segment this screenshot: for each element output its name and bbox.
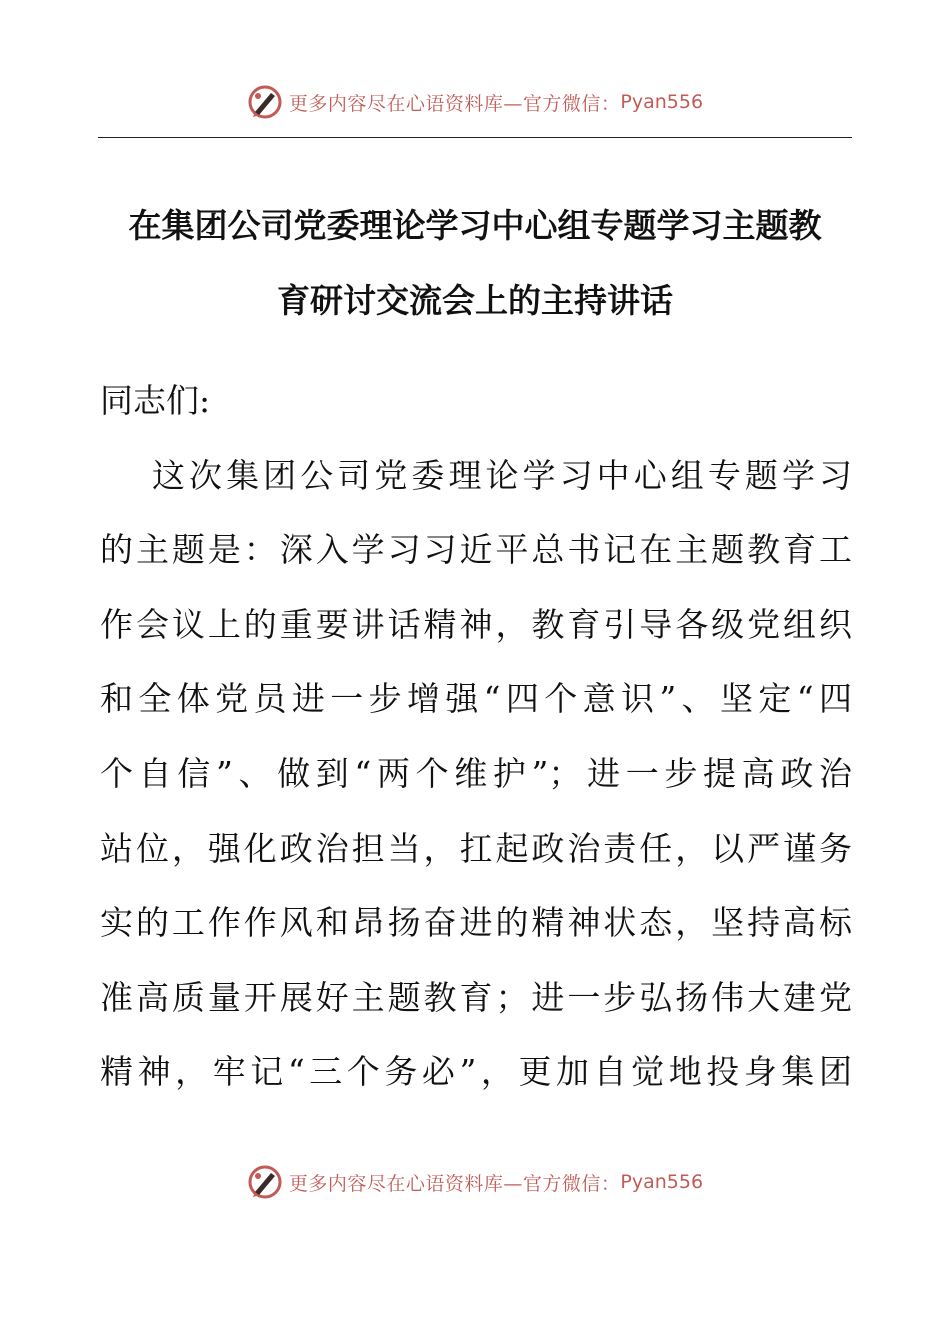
header-divider — [98, 137, 852, 138]
body-line: 作会议上的重要讲话精神，教育引导各级党组织 — [100, 604, 852, 644]
body-line: 这次集团公司党委理论学习中心组专题学习 — [152, 455, 852, 495]
banner-wechat-id: Pyan556 — [620, 1171, 704, 1193]
pen-circle-logo-icon — [247, 84, 283, 120]
body-line: 准高质量开展好主题教育；进一步弘扬伟大建党 — [100, 977, 852, 1017]
document-body — [100, 364, 852, 1110]
body-line: 实的工作作风和昂扬奋进的精神状态，坚持高标 — [100, 903, 852, 943]
body-line: 个自信”、做到“两个维护”；进一步提高政治 — [100, 753, 852, 793]
body-line: 站位，强化政治担当，扛起政治责任，以严谨务 — [100, 828, 852, 868]
body-line: 和全体党员进一步增强“四个意识”、坚定“四 — [100, 679, 852, 719]
salutation: 同志们: — [100, 381, 211, 420]
body-line: 的主题是：深入学习习近平总书记在主题教育工 — [100, 530, 852, 570]
banner-ad-text: 更多内容尽在心语资料库—官方微信： — [288, 1172, 621, 1195]
body-line: 精神，牢记“三个务必”，更加自觉地投身集团 — [100, 1052, 852, 1092]
banner-ad-text: 更多内容尽在心语资料库—官方微信： — [288, 92, 621, 115]
title-line-1: 在集团公司党委理论学习中心组专题学习主题教 — [128, 206, 822, 245]
footer-banner — [0, 1160, 950, 1204]
title-line-2: 育研讨交流会上的主持讲话 — [277, 281, 673, 320]
header-banner — [0, 80, 950, 124]
banner-wechat-id: Pyan556 — [620, 91, 704, 113]
document-title — [98, 188, 852, 338]
pen-circle-logo-icon — [247, 1164, 283, 1200]
